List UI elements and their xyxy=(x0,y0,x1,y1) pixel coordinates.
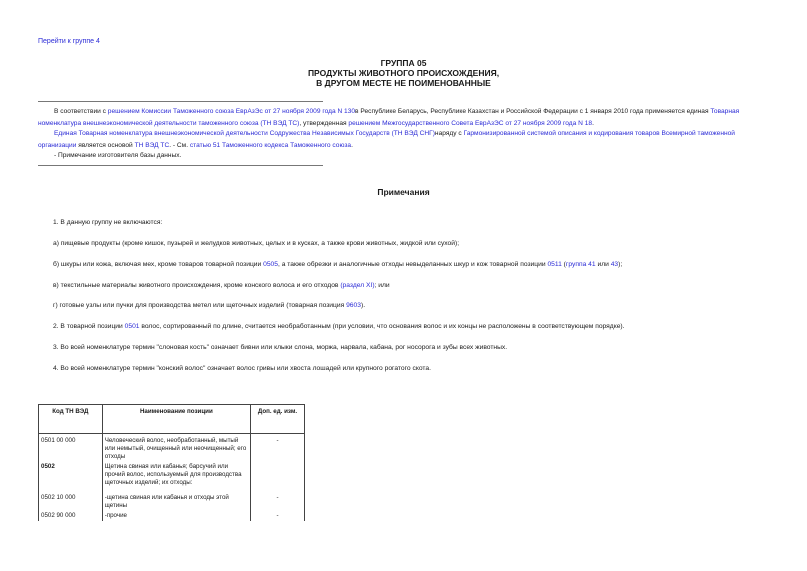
tnved-sng-link[interactable]: Единая Товарная номенклатура внешнеэкономической деятельности Содружества Независимых Государств (ТН ВЭД СНГ) xyxy=(54,130,435,137)
heading-0511-link[interactable]: 0511 xyxy=(547,261,562,268)
row-name: Человеческий волос, необработанный, мытый или немытый, очищенный или неочищенный; его отходы xyxy=(102,434,250,463)
note-4: 4. Во всей номенклатуре термин "конский волос" означает волос гривы или хвоста лошадей или крупного рогатого скота. xyxy=(53,365,431,372)
heading-0505-link[interactable]: 0505 xyxy=(263,261,278,268)
note-2: 2. В товарной позиции 0501 волос, сортированный по длине, считается необработанным (при условии, что основания волос и их концы не расположены в соответствующем порядке). xyxy=(53,323,625,330)
tnved-ts-link-2[interactable]: ТН ВЭД ТС xyxy=(134,141,170,149)
row-unit: - xyxy=(251,488,305,511)
table-row xyxy=(39,462,305,488)
group-title-line2: ПРОДУКТЫ ЖИВОТНОГО ПРОИСХОЖДЕНИЯ, xyxy=(307,68,500,78)
row-code: 0502 90 000 xyxy=(39,511,103,521)
tnved-table xyxy=(38,404,305,521)
intro-paragraph-2: Единая Товарная номенклатура внешнеэкономической деятельности Содружества Независимых Государств (ТН ВЭД СНГ)наряду с Гармонизированной системой описания и кодирования товаров Всемирной таможенной организации является основой ТН ВЭД ТС. - См. статью 51 Таможенного кодекса Таможенного союза. xyxy=(38,130,735,149)
row-unit: - xyxy=(251,434,305,463)
notes-heading: Примечания xyxy=(377,187,430,197)
heading-0501-link[interactable]: 0501 xyxy=(124,323,140,330)
council-decision-link[interactable]: решением Межгосударственного Совета ЕврАзЭС от 27 ноября 2009 года N 18 xyxy=(348,119,593,127)
row-unit: - xyxy=(251,511,305,521)
row-unit xyxy=(251,462,305,488)
note-1a: а) пищевые продукты (кроме кишок, пузырей и желудков животных, целых и в кусках, а также крови животных, жидкой или сухой); xyxy=(53,240,460,247)
divider-bottom xyxy=(38,165,323,166)
note-3: 3. Во всей номенклатуре термин "слоновая кость" означает бивни или клыки слона, моржа, нарвала, кабана, рог носорога и зубы всех животных. xyxy=(53,344,508,351)
row-code: 0502 xyxy=(39,462,103,488)
header-name: Наименование позиции xyxy=(102,405,250,434)
group-43-link[interactable]: 43 xyxy=(610,261,619,268)
table-row xyxy=(39,434,305,463)
harmonized-system-link[interactable]: Гармонизированной системой описания и кодирования товаров Всемирной таможенной организации xyxy=(38,130,735,149)
customs-code-article-link[interactable]: статью 51 Таможенного кодекса Таможенного союза xyxy=(189,141,352,149)
note-1: 1. В данную группу не включаются: xyxy=(53,219,163,226)
note-1d: г) готовые узлы или пучки для производства метел или щеточных изделий (товарная позиция 9603). xyxy=(53,302,366,309)
note-1b: б) шкуры или кожа, включая мех, кроме товаров товарной позиции 0505, а также обрезки и аналогичные отходы невыделанных шкур и кож товарной позиции 0511 (группа 41 или 43); xyxy=(53,261,623,268)
group-title-line3: В ДРУГОМ МЕСТЕ НЕ ПОИМЕНОВАННЫЕ xyxy=(316,78,491,88)
tnved-ts-link[interactable]: Товарная номенклатура внешнеэкономической деятельности таможенного союза (ТН ВЭД ТС) xyxy=(38,108,740,127)
header-code: Код ТН ВЭД xyxy=(39,405,103,434)
group-title: ГРУППА 05 xyxy=(380,58,427,68)
table-row xyxy=(39,511,305,521)
row-name: -прочие xyxy=(102,511,250,521)
header-unit: Доп. ед. изм. xyxy=(251,405,305,434)
table-row xyxy=(39,488,305,511)
row-code: 0501 00 000 xyxy=(39,434,103,463)
database-maker-note: - Примечание изготовителя базы данных. xyxy=(54,152,182,159)
group-41-link[interactable]: группа 41 xyxy=(565,261,596,268)
note-1c: в) текстильные материалы животного происхождения, кроме конского волоса и его отходов (раздел XI); или xyxy=(53,282,390,289)
row-code: 0502 10 000 xyxy=(39,488,103,511)
row-name: -щетина свиная или кабанья и отходы этой щетины xyxy=(102,488,250,511)
heading-9603-link[interactable]: 9603 xyxy=(346,302,361,309)
table-header-row xyxy=(39,405,305,434)
intro-paragraph-1: В соответствии с решением Комиссии Таможенного союза ЕврАзЭс от 27 ноября 2009 года N 130в Республике Беларусь, Республике Казахстан и Российской Федерации с 1 января 2010 года применяется единая Товарная номенклатура внешнеэкономической деятельности таможенного союза (ТН ВЭД ТС), утвержденная решением Межгосударственного Совета ЕврАзЭС от 27 ноября 2009 года N 18. xyxy=(38,108,740,127)
goto-group-4-link[interactable]: Перейти к группе 4 xyxy=(38,38,100,45)
commission-decision-link[interactable]: решением Комиссии Таможенного союза ЕврАзЭс от 27 ноября 2009 года N 130 xyxy=(107,108,356,115)
row-name: Щетина свиная или кабанья; барсучий или прочий волос, используемый для производства щеточных изделий; их отходы: xyxy=(102,462,250,488)
section-xi-link[interactable]: (раздел XI) xyxy=(340,282,375,289)
divider-top xyxy=(38,101,323,102)
